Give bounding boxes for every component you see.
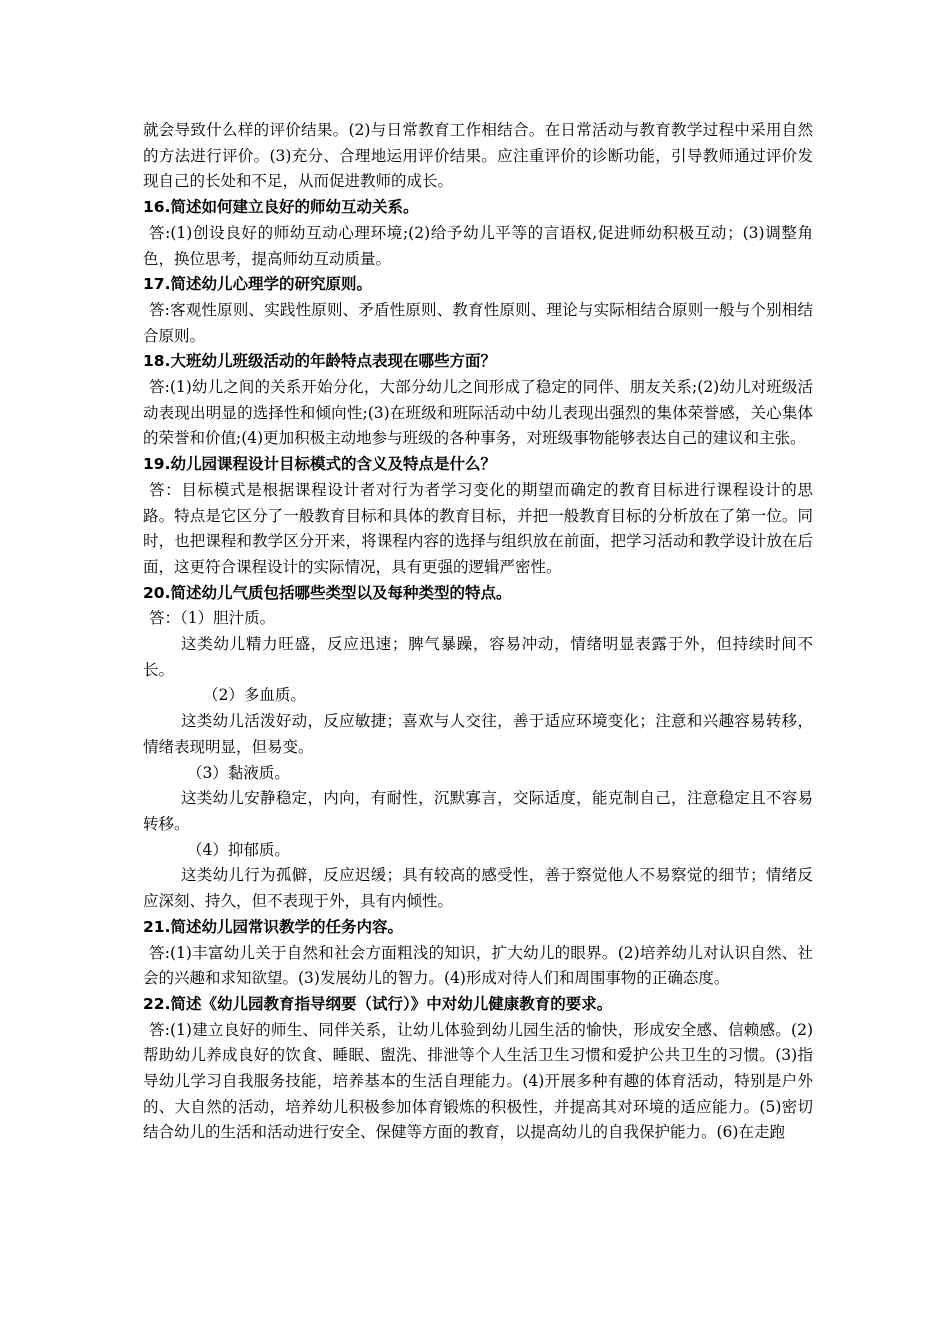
question-heading: 16.简述如何建立良好的师幼互动关系。 — [143, 198, 419, 217]
answer-paragraph: 答:(1)创设良好的师幼互动心理环境;(2)给予幼儿平等的言语权,促进师幼积极互动；(3)调整角色，换位思考，提高师幼互动质量。 — [143, 223, 813, 268]
document-page — [143, 118, 813, 1146]
answer-paragraph: 答：（1）胆汁质。 — [149, 609, 276, 628]
answer-paragraph: 这类幼儿精力旺盛，反应迅速；脾气暴躁，容易冲动，情绪明显表露于外，但持续时间不长。 — [143, 635, 813, 679]
answer-paragraph: （4）抑郁质。 — [187, 840, 290, 859]
answer-paragraph: 这类幼儿安静稳定，内向，有耐性，沉默寡言，交际适度，能克制自己，注意稳定且不容易转移。 — [143, 789, 813, 833]
answer-paragraph: 这类幼儿行为孤僻，反应迟缓；具有较高的感受性，善于察觉他人不易察觉的细节；情绪反应深刻、持久，但不表现于外，具有内倾性。 — [143, 866, 813, 911]
question-heading: 21.简述幼儿园常识教学的任务内容。 — [143, 917, 403, 936]
answer-paragraph: 答:(1)建立良好的师生、同伴关系，让幼儿体验到幼儿园生活的愉快，形成安全感、信赖感。(2)帮助幼儿养成良好的饮食、睡眠、盥洗、排泄等个人生活卫生习惯和爱护公共卫生的习惯。(3)指导幼儿学习自我服务技能，培养基本的生活自理能力。(4)开展多种有趣的体育活动，特别是户外的、大自然的活动，培养幼儿积极参加体育锻炼的积极性，并提高其对环境的适应能力。(5)密切结合幼儿的生活和活动进行安全、保健等方面的教育，以提高幼儿的自我保护能力。(6)在走跑 — [143, 1020, 813, 1142]
answer-paragraph: 答：目标模式是根据课程设计者对行为者学习变化的期望而确定的教育目标进行课程设计的思路。特点是它区分了一般教育目标和具体的教育目标，并把一般教育目标的分析放在了第一位。同时，也把课程和教学区分开来，将课程内容的选择与组织放在前面，把学习活动和教学设计放在后面，这更符合课程设计的实际情况，具有更强的逻辑严密性。 — [143, 480, 813, 576]
answer-paragraph: （3）黏液质。 — [187, 763, 290, 782]
answer-paragraph: 就会导致什么样的评价结果。(2)与日常教育工作相结合。在日常活动与教育教学过程中采用自然的方法进行评价。(3)充分、合理地运用评价结果。应注重评价的诊断功能，引导教师通过评价发现自己的长处和不足，从而促进教师的成长。 — [143, 121, 813, 191]
question-heading: 20.简述幼儿气质包括哪些类型以及每种类型的特点。 — [143, 583, 512, 602]
question-heading: 17.简述幼儿心理学的研究原则。 — [143, 275, 372, 294]
answer-paragraph: 答:客观性原则、实践性原则、矛盾性原则、教育性原则、理论与实际相结合原则一般与个别相结合原则。 — [143, 300, 813, 345]
question-heading: 22.简述《幼儿园教育指导纲要（试行）》中对幼儿健康教育的要求。 — [143, 994, 613, 1013]
answer-paragraph: 这类幼儿活泼好动，反应敏捷；喜欢与人交往，善于适应环境变化；注意和兴趣容易转移，情绪表现明显，但易变。 — [143, 712, 813, 756]
question-heading: 18.大班幼儿班级活动的年龄特点表现在哪些方面？ — [143, 352, 496, 371]
answer-paragraph: 答:(1)幼儿之间的关系开始分化，大部分幼儿之间形成了稳定的同伴、朋友关系;(2)幼儿对班级活动表现出明显的选择性和倾向性;(3)在班级和班际活动中幼儿表现出强烈的集体荣誉感，关心集体的荣誉和价值;(4)更加积极主动地参与班级的各种事务，对班级事物能够表达自己的建议和主张。 — [143, 378, 813, 448]
question-heading: 19.幼儿园课程设计目标模式的含义及特点是什么？ — [143, 455, 496, 474]
answer-paragraph: （2）多血质。 — [203, 686, 306, 705]
answer-paragraph: 答:(1)丰富幼儿关于自然和社会方面粗浅的知识，扩大幼儿的眼界。(2)培养幼儿对认识自然、社会的兴趣和求知欲望。(3)发展幼儿的智力。(4)形成对待人们和周围事物的正确态度。 — [143, 943, 813, 988]
